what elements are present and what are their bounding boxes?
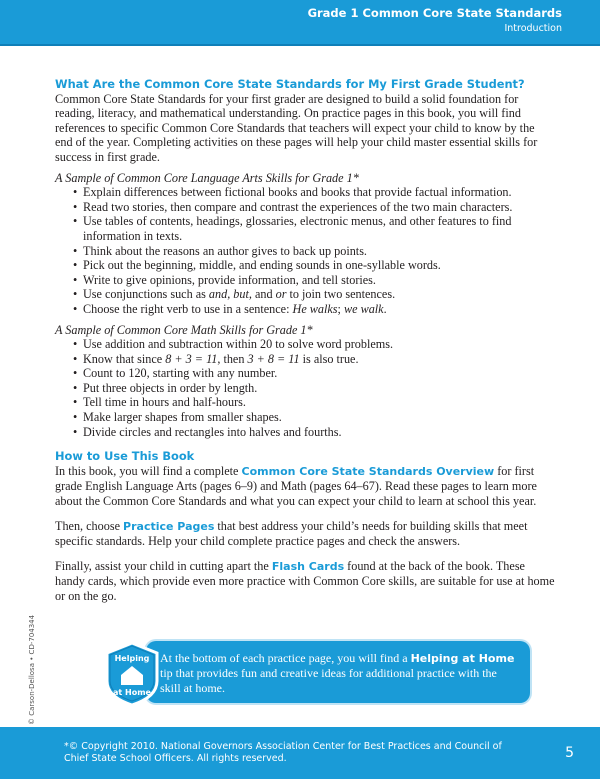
list-item: • Read two stories, then compare and contrast the experiences of the two main characters.: [83, 200, 555, 215]
item-text: Know that since: [83, 351, 166, 366]
page-number: 5: [565, 745, 574, 761]
item-italic: 3 + 8 = 11: [247, 351, 300, 366]
helping-at-home-badge: [103, 641, 161, 707]
item-text: ;: [337, 301, 344, 316]
para-text: Then, choose: [55, 518, 124, 533]
tip-text-part: At the bottom of each practice page, you will find a: [160, 651, 411, 665]
page-footer: [0, 727, 600, 779]
item-text: , then: [217, 351, 248, 366]
item-text: and: [251, 287, 276, 302]
tip-text: [160, 651, 520, 695]
list-item: • Pick out the beginning, middle, and ending sounds in one-syllable words.: [83, 258, 555, 273]
howto-paragraph-2: [55, 519, 555, 549]
page-header: [0, 0, 600, 46]
howto-paragraph-1: [55, 464, 555, 509]
ela-list: [55, 185, 555, 316]
para-text: for first grade English Language Arts (pages 6–9) and Math (pages 64–67). Read these pages to learn more about the Common Core Standards and what you can expect your child to learn at school this year.: [55, 463, 537, 509]
list-item: [83, 352, 555, 367]
howto-paragraph-3: [55, 559, 555, 604]
item-italic: and, but,: [208, 287, 252, 302]
para-text: that best address your child’s needs for building skills that meet specific standards. Help your child complete practice pages and check the answers.: [55, 518, 528, 549]
list-item: • Put three objects in order by length.: [83, 381, 555, 396]
practice-pages-keyword: Practice Pages: [123, 519, 215, 533]
math-heading: A Sample of Common Core Math Skills for Grade 1*: [55, 322, 313, 337]
para-text: In this book, you will find a complete: [55, 463, 242, 478]
howto-heading: How to Use This Book: [55, 449, 195, 464]
flash-cards-keyword: Flash Cards: [271, 559, 345, 573]
list-item: • Count to 120, starting with any number.: [83, 366, 555, 381]
list-item: • Make larger shapes from smaller shapes.: [83, 410, 555, 425]
list-item: • Think about the reasons an author gives to back up points.: [83, 244, 555, 259]
intro-heading: What Are the Common Core State Standards for My First Grade Student?: [55, 77, 525, 91]
item-italic: or: [275, 287, 287, 302]
list-item: • Use addition and subtraction within 20 to solve word problems.: [83, 337, 555, 352]
intro-paragraph: Common Core State Standards for your first grader are designed to build a solid foundation for reading, literacy, and mathematical understanding. On practice pages in this book, you will find references to specific Common Core Standards that teachers will expect your child to know by the end of the year. Completing activities on these pages will help your child master essential skills for success in first grade.: [55, 91, 538, 164]
item-italic: 8 + 3 = 11: [165, 351, 218, 366]
list-item: • Write to give opinions, provide information, and tell stories.: [83, 273, 555, 288]
tip-text-part: tip that provides fun and creative ideas for additional practice with the skill at home.: [160, 666, 497, 695]
list-item: [83, 302, 555, 317]
overview-keyword: Common Core State Standards Overview: [241, 464, 495, 478]
badge-line-2: at Home: [113, 688, 151, 697]
item-italic: He walks: [292, 301, 338, 316]
badge-line-1: Helping: [114, 654, 150, 663]
para-text: found at the back of the book. These handy cards, which provide even more practice with Common Core skills, are suitable for use at home or on the go.: [55, 558, 555, 603]
item-text: .: [383, 301, 387, 316]
header-title: Grade 1 Common Core State Standards: [307, 6, 562, 20]
item-text: Use conjunctions such as: [83, 287, 209, 302]
list-item: • Tell time in hours and half-hours.: [83, 395, 555, 410]
item-text: to join two sentences.: [286, 287, 396, 302]
copyright-text: *© Copyright 2010. National Governors Association Center for Best Practices and Council of Chief State School Officers. All rights reserved.: [64, 741, 502, 764]
list-item: • Divide circles and rectangles into halves and fourths.: [83, 425, 555, 440]
list-item: • Use tables of contents, headings, glossaries, electronic menus, and other features to find information in texts.: [83, 214, 555, 243]
item-text: is also true.: [299, 351, 359, 366]
para-text: Finally, assist your child in cutting apart the: [55, 558, 272, 573]
side-credit: © Carson-Dellosa • CD-704344: [28, 614, 36, 725]
ela-heading: A Sample of Common Core Language Arts Skills for Grade 1*: [55, 170, 359, 185]
main-content: [55, 77, 555, 604]
item-text: Choose the right verb to use in a sentence:: [83, 301, 293, 316]
list-item: [83, 287, 555, 302]
tip-keyword: Helping at Home: [410, 652, 515, 665]
helping-at-home-tip: [146, 641, 530, 703]
list-item: • Explain differences between fictional books and books that provide factual information.: [83, 185, 555, 200]
math-list: [55, 337, 555, 439]
header-subtitle: Introduction: [504, 23, 562, 34]
item-italic: we walk: [343, 301, 384, 316]
